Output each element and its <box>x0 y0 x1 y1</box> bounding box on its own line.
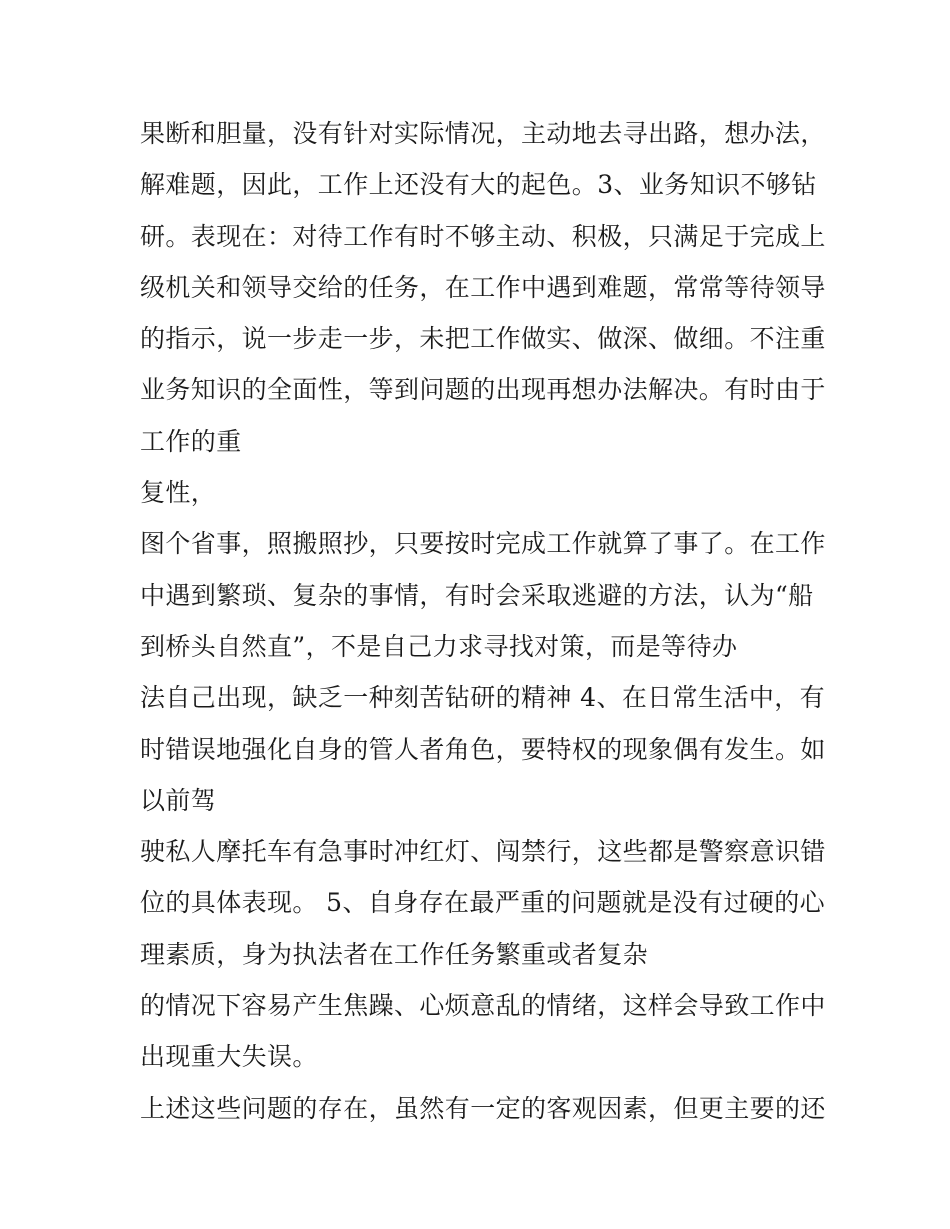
text-line-7: 工作的重 <box>140 426 242 456</box>
text-line-19: 出现重大失误。 <box>140 1042 318 1072</box>
text-line-6: 业务知识的全面性，等到问题的出现再想办法解决。有时由于 <box>140 375 826 405</box>
text-line-3: 研。表现在：对待工作有时不够主动、积极，只满足于完成上 <box>140 221 826 251</box>
text-line-8: 复性， <box>140 478 217 508</box>
text-line-2: 解难题，因此，工作上还没有大的起色。3、业务知识不够钻 <box>140 170 817 200</box>
document-body <box>140 108 826 1134</box>
text-line-18: 的情况下容易产生焦躁、心烦意乱的情绪，这样会导致工作中 <box>140 991 826 1021</box>
text-line-17: 理素质，身为执法者在工作任务繁重或者复杂 <box>140 939 649 969</box>
text-line-14: 以前驾 <box>140 785 217 815</box>
text-line-20: 上述这些问题的存在，虽然有一定的客观因素，但更主要的还 <box>140 1093 826 1123</box>
text-line-10: 中遇到繁琐、复杂的事情，有时会采取逃避的方法，认为“船 <box>140 580 814 610</box>
text-line-11: 到桥头自然直”，不是自己力求寻找对策，而是等待办 <box>140 631 738 661</box>
text-line-4: 级机关和领导交给的任务，在工作中遇到难题，常常等待领导 <box>140 272 826 302</box>
text-line-5: 的指示，说一步走一步，未把工作做实、做深、做细。不注重 <box>140 324 826 354</box>
text-line-12: 法自己出现，缺乏一种刻苦钻研的精神 4、在日常生活中，有 <box>140 683 826 713</box>
text-line-13: 时错误地强化自身的管人者角色，要特权的现象偶有发生。如 <box>140 734 826 764</box>
text-line-9: 图个省事，照搬照抄，只要按时完成工作就算了事了。在工作 <box>140 529 826 559</box>
text-line-16: 位的具体表现。 5、自身存在最严重的问题就是没有过硬的心 <box>140 888 826 918</box>
text-line-1: 果断和胆量，没有针对实际情况，主动地去寻出路，想办法， <box>140 119 826 148</box>
text-line-15: 驶私人摩托车有急事时冲红灯、闯禁行，这些都是警察意识错 <box>140 837 826 867</box>
